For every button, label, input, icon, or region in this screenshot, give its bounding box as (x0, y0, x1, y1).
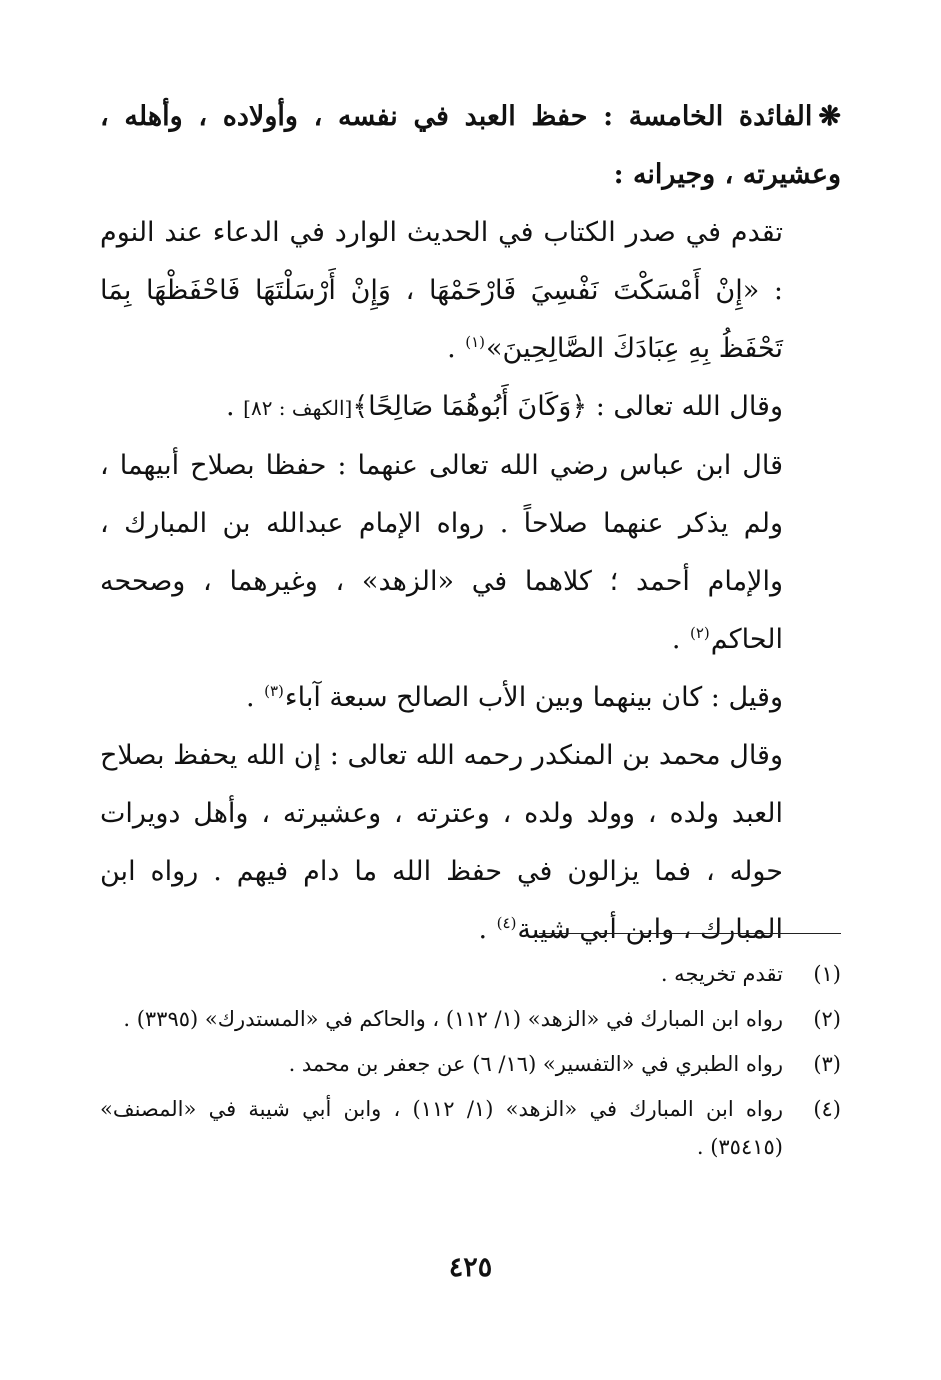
paragraph-1 (100, 204, 841, 378)
footnote-ref-3[interactable]: (٣) (264, 682, 284, 700)
footnotes-section (100, 955, 841, 1173)
paragraph-5-end: . (478, 914, 496, 945)
footnote-number: (٢) (813, 1007, 841, 1031)
paragraph-4-text: وقيل : كان بينهما وبين الأب الصالح سبعة آباء (284, 682, 783, 713)
footnote-item (100, 1090, 841, 1166)
footnote-item (100, 1000, 841, 1038)
verse-reference: [الكهف : ٨٢] (243, 396, 353, 420)
footnote-number: (١) (813, 962, 841, 986)
paragraph-4 (100, 669, 841, 727)
footnote-divider (539, 933, 841, 934)
paragraph-1-end: . (447, 333, 465, 364)
main-text (100, 88, 841, 959)
paragraph-5 (100, 727, 841, 959)
quran-verse: ﴿وَكَانَ أَبُوهُمَا صَالِحًا﴾ (352, 391, 588, 422)
footnote-text: رواه الطبري في «التفسير» (١٦/ ٦) عن جعفر بن محمد . (288, 1052, 783, 1076)
hadith-quote: «إِنْ أَمْسَكْتَ نَفْسِيَ فَارْحَمْهَا ، وَإِنْ أَرْسَلْتَهَا فَاحْفَظْهَا بِمَا تَحْفَظُ بِهِ عِبَادَكَ الصَّالِحِينَ» (100, 275, 783, 364)
footnote-ref-2[interactable]: (٢) (690, 624, 710, 642)
paragraph-2-end: . (225, 391, 244, 422)
heading-line-1: الفائدة الخامسة : حفظ العبد في نفسه ، وأولاده ، وأهله ، (100, 101, 813, 132)
paragraph-2-text: وقال الله تعالى : (587, 391, 783, 422)
section-heading (100, 88, 841, 204)
paragraph-3-end: . (671, 624, 689, 655)
footnote-item (100, 1045, 841, 1083)
footnote-ref-1[interactable]: (١) (465, 333, 486, 351)
footnote-text: رواه ابن المبارك في «الزهد» (١/ ١١٢) ، والحاكم في «المستدرك» (٣٣٩٥) . (123, 1007, 783, 1031)
paragraph-1-intro: تقدم في صدر الكتاب في الحديث الوارد في الدعاء عند النوم : (100, 217, 783, 306)
footnote-number: (٣) (813, 1052, 841, 1076)
paragraph-3 (100, 437, 841, 669)
paragraph-4-end: . (245, 682, 264, 713)
footnote-text: تقدم تخريجه . (660, 962, 783, 986)
footnote-item (100, 955, 841, 993)
heading-line-2: وعشيرته ، وجيرانه : (613, 159, 841, 190)
page-number: ٤٢٥ (448, 1252, 493, 1283)
paragraph-2 (100, 378, 841, 437)
footnote-text: رواه ابن المبارك في «الزهد» (١/ ١١٢) ، وابن أبي شيبة في «المصنف» (٣٥٤١٥) . (100, 1097, 784, 1159)
asterism-icon: ❋ (818, 101, 841, 132)
footnote-ref-4[interactable]: (٤) (496, 914, 517, 932)
paragraph-3-text: قال ابن عباس رضي الله تعالى عنهما : حفظا بصلاح أبيهما ، ولم يذكر عنهما صلاحاً . رواه الإمام عبدالله بن المبارك ، والإمام أحمد ؛ كلاهما في «الزهد» ، وغيرهما ، وصححه الحاكم (100, 450, 783, 655)
paragraph-5-text: وقال محمد بن المنكدر رحمه الله تعالى : إن الله يحفظ بصلاح العبد ولده ، وولد ولده ، وعترته ، وعشيرته ، وأهل دويرات حوله ، فما يزالون في حفظ الله ما دام فيهم . رواه ابن المبارك ، وابن أبي شيبة (100, 740, 783, 945)
footnote-number: (٤) (813, 1097, 841, 1121)
